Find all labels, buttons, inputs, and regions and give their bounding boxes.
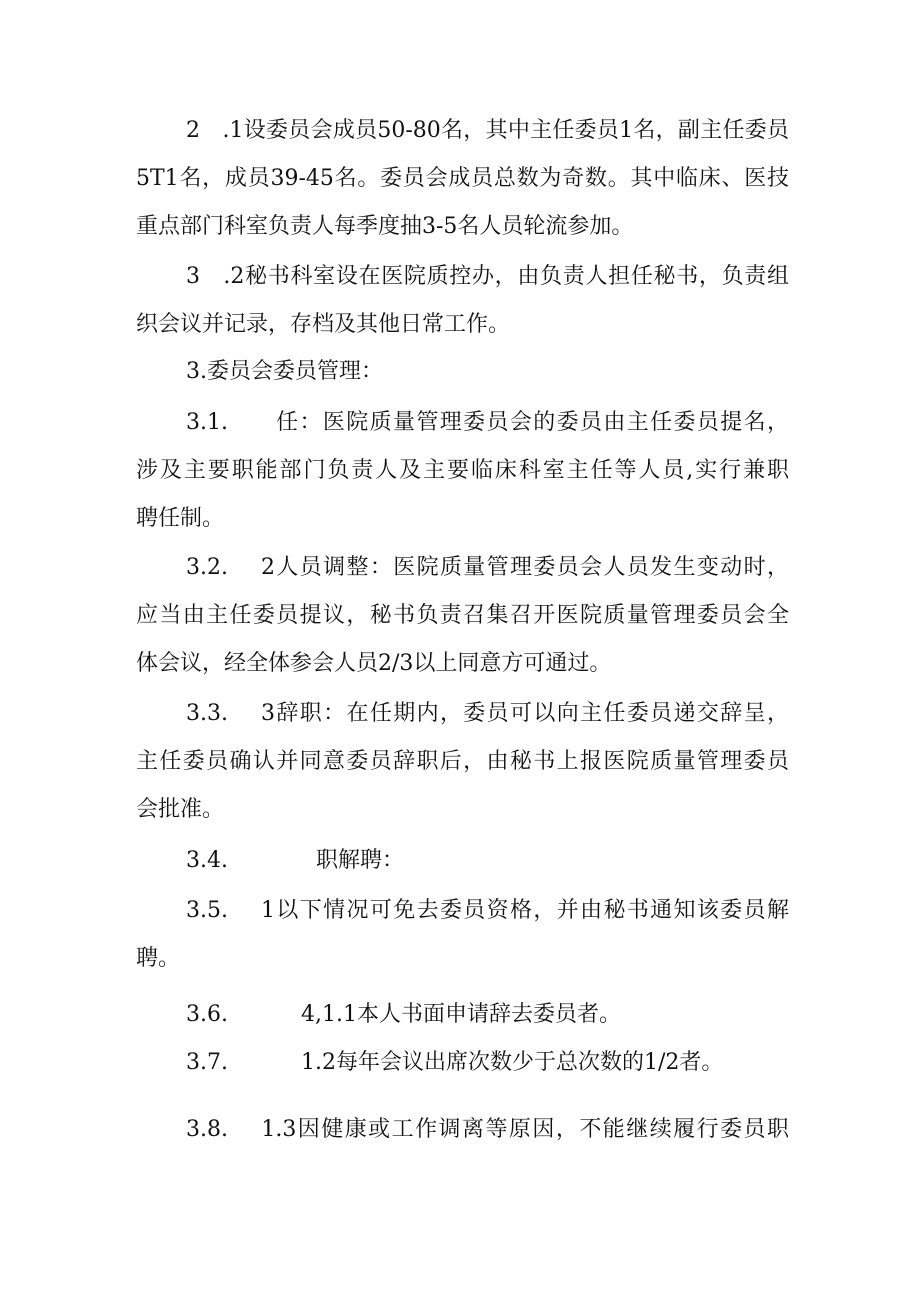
paragraph-3-4 [186,837,789,885]
text-line: 3.4. 职解聘： [186,848,404,873]
paragraph-3-2b-line-3 [136,640,789,688]
section-heading-3 [186,348,789,396]
text-line: 会批准。 [136,797,225,822]
paragraph-3-6 [186,991,789,1039]
paragraph-3-2-line-1 [0,253,789,301]
text-line: 3 .2秘书科室设在医院质控办，由负责人担任秘书，负责组 [186,264,789,289]
paragraph-3-1-line-1 [0,399,789,447]
paragraph-3-3-line-3 [136,786,789,834]
paragraph-3-8 [0,1106,789,1154]
paragraph-2-1-line-1 [0,107,789,155]
paragraph-3-5-line-2 [136,935,789,983]
text-line: 3.6. 4,1.1本人书面申请辞去委员者。 [186,1002,621,1027]
text-line: 3.3. 3辞职：在任期内，委员可以向主任委员递交辞呈， [186,701,789,726]
text-line: 3.2. 2人员调整：医院质量管理委员会人员发生变动时， [186,555,789,580]
paragraph-3-5-line-1 [0,887,789,935]
paragraph-3-3-line-1 [0,690,789,738]
text-line: 2 .1设委员会成员50-80名，其中主任委员1名，副主任委员 [186,118,789,143]
text-line: 3.1. 任：医院质量管理委员会的委员由主任委员提名， [186,410,789,435]
text-line: 3.7. 1.2每年会议出席次数少于总次数的1/2者。 [186,1050,724,1075]
text-line: 体会议，经全体参会人员2/3以上同意方可通过。 [136,651,612,676]
paragraph-3-2b-line-1 [0,544,789,592]
text-line: 3.5. 1以下情况可免去委员资格，并由秘书通知该委员解 [186,898,789,923]
text-line: 聘。 [136,946,181,971]
text-line: 应当由主任委员提议，秘书负责召集召开医院质量管理委员会全 [136,603,789,628]
text-line: 重点部门科室负责人每季度抽3-5名人员轮流参加。 [136,214,634,239]
paragraph-3-2b-line-2 [0,592,789,640]
paragraph-3-7 [186,1039,789,1087]
paragraph-2-1-line-3 [136,203,789,251]
paragraph-3-1-line-2 [0,447,789,495]
paragraph-2-1-line-2 [0,155,789,203]
paragraph-3-1-line-3 [136,495,789,543]
paragraph-3-3-line-2 [0,738,789,786]
paragraph-3-2-line-2 [136,301,789,349]
text-line: 5T1名，成员39-45名。委员会成员总数为奇数。其中临床、医技 [136,166,789,191]
text-line: 涉及主要职能部门负责人及主要临床科室主任等人员,实行兼职 [136,458,789,483]
text-line: 聘任制。 [136,506,225,531]
text-line: 3.8. 1.3因健康或工作调离等原因，不能继续履行委员职 [186,1117,789,1142]
text-line: 织会议并记录，存档及其他日常工作。 [136,312,511,337]
text-line: 主任委员确认并同意委员辞职后，由秘书上报医院质量管理委员 [136,749,789,774]
text-line: 3.委员会委员管理： [186,359,383,384]
